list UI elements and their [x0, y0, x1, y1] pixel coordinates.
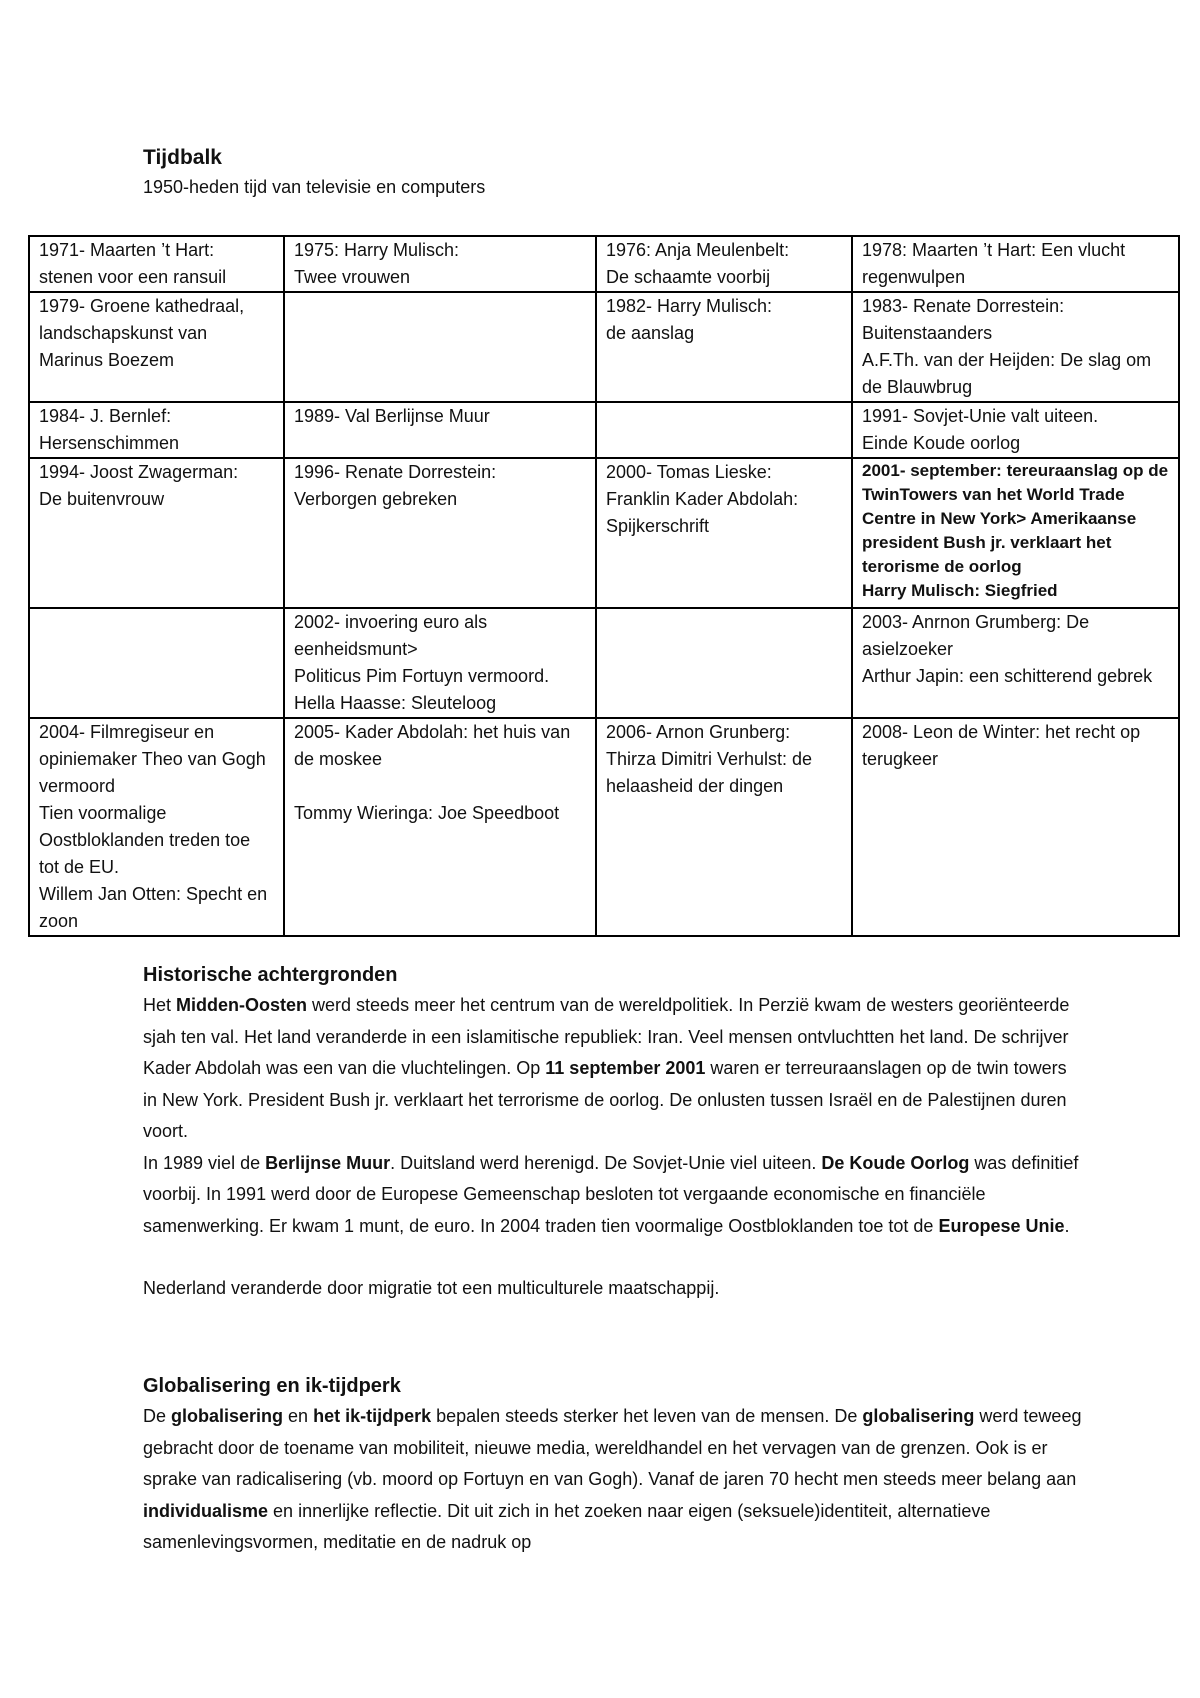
section-heading: Historische achtergronden [143, 964, 398, 986]
table-cell: 2006- Arnon Grunberg: Thirza Dimitri Verhulst: de helaasheid der dingen [596, 718, 852, 936]
table-cell: 1996- Renate Dorrestein: Verborgen gebreken [284, 458, 596, 608]
table-cell [29, 608, 284, 718]
globalisation-paragraph: De globalisering en het ik-tijdperk bepalen steeds sterker het leven van de mensen. De globalisering werd teweeg gebracht door de toename van mobiliteit, nieuwe media, wereldhandel en het vervagen van de grenzen. Ook is er sprake van radicalisering (vb. moord op Fortuyn en van Gogh). Vanaf de jaren 70 hecht men steeds meer belang aan individualisme en innerlijke reflectie. Dit uit zich in het zoeken naar eigen (seksuele)identiteit, alternatieve samenlevingsvormen, meditatie en de nadruk op [143, 1406, 1082, 1552]
table-cell: 2003- Anrnon Grumberg: De asielzoeker Arthur Japin: een schitterend gebrek [852, 608, 1179, 718]
table-cell: 2005- Kader Abdolah: het huis van de moskee Tommy Wieringa: Joe Speedboot [284, 718, 596, 936]
page-subtitle: 1950-heden tijd van televisie en computers [143, 177, 486, 197]
globalisation-section [143, 1371, 1083, 1559]
table-cell: 1971- Maarten ’t Hart: stenen voor een ransuil [29, 236, 284, 292]
table-cell [596, 608, 852, 718]
table-row [29, 402, 1179, 458]
table-cell [596, 402, 852, 458]
table-row [29, 458, 1179, 608]
table-cell: 2001- september: tereuraanslag op de TwinTowers van het World Trade Centre in New York> Amerikaanse president Bush jr. verklaart het terorisme de oorlog Harry Mulisch: Siegfried [852, 458, 1179, 608]
table-cell: 2002- invoering euro als eenheidsmunt> Politicus Pim Fortuyn vermoord. Hella Haasse: Sleuteloog [284, 608, 596, 718]
table-cell: 1989- Val Berlijnse Muur [284, 402, 596, 458]
history-paragraph: In 1989 viel de Berlijnse Muur. Duitsland werd herenigd. De Sovjet-Unie viel uiteen. De Koude Oorlog was definitief voorbij. In 1991 werd door de Europese Gemeenschap besloten tot vergaande economische en financiële samenwerking. Er kwam 1 munt, de euro. In 2004 traden tien voormalige Oostbloklanden toe tot de Europese Unie. [143, 1152, 1079, 1236]
section-heading: Globalisering en ik-tijdperk [143, 1375, 401, 1397]
table-cell [284, 292, 596, 402]
table-row [29, 292, 1179, 402]
table-cell: 1991- Sovjet-Unie valt uiteen. Einde Koude oorlog [852, 402, 1179, 458]
history-section [143, 960, 1083, 1305]
table-cell: 1982- Harry Mulisch: de aanslag [596, 292, 852, 402]
table-cell: 2004- Filmregiseur en opiniemaker Theo van Gogh vermoord Tien voormalige Oostbloklanden treden toe tot de EU. Willem Jan Otten: Specht en zoon [29, 718, 284, 936]
table-cell: 2000- Tomas Lieske: Franklin Kader Abdolah: Spijkerschrift [596, 458, 852, 608]
table-cell: 1984- J. Bernlef: Hersenschimmen [29, 402, 284, 458]
table-cell: 1983- Renate Dorrestein: Buitenstaanders A.F.Th. van der Heijden: De slag om de Blauwbrug [852, 292, 1179, 402]
table-cell: 1976: Anja Meulenbelt: De schaamte voorbij [596, 236, 852, 292]
table-cell: 1994- Joost Zwagerman: De buitenvrouw [29, 458, 284, 608]
table-cell: 1978: Maarten ’t Hart: Een vlucht regenwulpen [852, 236, 1179, 292]
timeline-table [28, 235, 1180, 937]
table-cell: 2008- Leon de Winter: het recht op terugkeer [852, 718, 1179, 936]
table-row [29, 236, 1179, 292]
table-row [29, 608, 1179, 718]
table-cell: 1979- Groene kathedraal, landschapskunst van Marinus Boezem [29, 292, 284, 402]
table-cell: 1975: Harry Mulisch: Twee vrouwen [284, 236, 596, 292]
page-title: Tijdbalk [143, 146, 222, 169]
history-paragraph: Nederland veranderde door migratie tot een multiculturele maatschappij. [143, 1278, 720, 1298]
history-paragraph: Het Midden-Oosten werd steeds meer het centrum van de wereldpolitiek. In Perzië kwam de westers georiënteerde sjah ten val. Het land veranderde in een islamitische republiek: Iran. Veel mensen ontvluchtten het land. De schrijver Kader Abdolah was een van die vluchtelingen. Op 11 september 2001 waren er terreuraanslagen op de twin towers in New York. President Bush jr. verklaart het terrorisme de oorlog. De onlusten tussen Israël en de Palestijnen duren voort. [143, 995, 1070, 1141]
table-row [29, 718, 1179, 936]
